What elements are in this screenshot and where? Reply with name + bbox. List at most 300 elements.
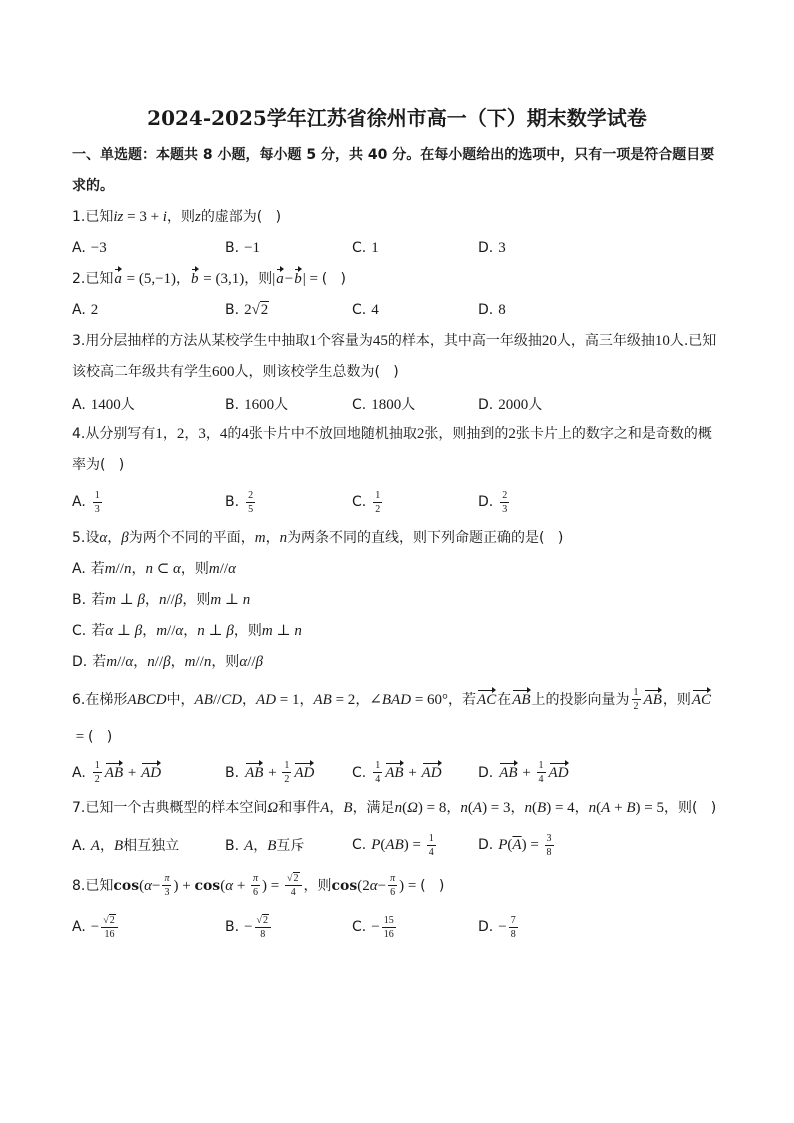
math-variable: iz (113, 209, 124, 225)
vector: AB (385, 762, 403, 782)
text-run: ， (205, 426, 220, 442)
option-content (91, 489, 104, 515)
option-content (371, 489, 384, 515)
radicand: 2 (260, 302, 269, 318)
math-symbols: (2 (357, 877, 370, 894)
fraction-denominator: 4 (375, 774, 381, 785)
math-symbols: 8 (498, 302, 506, 318)
option-content (371, 832, 437, 858)
text-run: 为两个不同的平面， (128, 530, 255, 546)
question-8 (72, 866, 722, 948)
option-list (72, 907, 722, 948)
option-label: B. (225, 240, 240, 256)
option-d (478, 394, 638, 414)
math-variable: n (123, 561, 132, 577)
math-symbols: = (5,−1) (122, 271, 177, 287)
text-run: ， (162, 426, 177, 442)
option-label: C. (352, 302, 367, 318)
math-variable: β (174, 592, 183, 608)
math-symbols: − (90, 919, 100, 935)
text-run: 为两条不同的直线，则下列命题正确的是( ) (287, 530, 564, 546)
math-variable: m (106, 654, 118, 670)
text-run: ， (131, 561, 146, 577)
option-content (498, 914, 519, 940)
math-symbols: ( (402, 799, 408, 816)
math-symbols: 20 (541, 333, 557, 349)
math-variable: m (208, 561, 220, 577)
question-stem (72, 264, 722, 295)
radicand: 2 (109, 914, 115, 926)
text-run: 若 (92, 654, 107, 670)
math-symbols: −3 (90, 240, 107, 256)
text-run: 的样本，其中高一年级抽 (387, 333, 542, 349)
option-label: B. (225, 764, 240, 781)
option-label: A. (72, 561, 86, 577)
math-symbols: ) = (521, 837, 543, 853)
math-symbols: + (124, 764, 141, 781)
math-symbols: ) = (399, 877, 421, 894)
math-symbols: 3 (498, 240, 506, 256)
text-run: ， (133, 654, 148, 670)
fraction-numerator: 1 (375, 760, 381, 771)
square-root (287, 873, 300, 884)
text-run: 8.已知 (72, 877, 114, 894)
math-variable: α (225, 877, 234, 894)
math-symbols: 2 (90, 302, 99, 318)
fraction-numerator (162, 873, 171, 886)
fraction-numerator: 1 (633, 687, 639, 698)
vector: AB (499, 762, 517, 782)
fraction (632, 687, 641, 712)
option-d (478, 760, 638, 785)
option-content (371, 302, 379, 318)
math-variable: A (320, 799, 330, 816)
math-variable: β (137, 592, 145, 608)
fraction-numerator (388, 873, 397, 886)
text-run: ，则 (211, 654, 240, 670)
fraction-numerator: 1 (284, 760, 290, 771)
text-run: 张卡片上的数字之和是奇数的概率为( ) (72, 426, 712, 473)
math-variable: m (210, 592, 222, 608)
math-variable: n (197, 623, 205, 639)
math-symbols: // (117, 654, 126, 670)
option-label: D. (478, 494, 494, 510)
math-symbols: − (151, 877, 161, 894)
option-label: D. (478, 396, 494, 413)
math-variable: n (294, 623, 302, 639)
fraction (282, 760, 291, 785)
option-label: C. (72, 623, 87, 639)
text-run: ， (574, 799, 589, 816)
option-label: D. (478, 302, 494, 318)
option-b (225, 394, 352, 414)
math-symbols: | = (302, 271, 322, 287)
question-7 (72, 792, 722, 866)
text-run: 张卡片中不放回地随机抽取 (248, 426, 417, 442)
text-run: 人 (120, 396, 135, 413)
math-symbols: ⊥ (204, 623, 227, 639)
fraction-denominator: 16 (383, 928, 394, 940)
text-run: 2.已知 (72, 271, 114, 287)
math-variable: π (253, 873, 259, 884)
option-a (72, 240, 225, 257)
option-c (352, 490, 478, 515)
math-symbols: 1 (155, 426, 163, 442)
option-content (91, 397, 135, 413)
math-symbols: 45 (372, 333, 388, 349)
option-label: D. (478, 240, 494, 256)
text-run: 6.在梯形 (72, 691, 128, 708)
option-label: A. (72, 919, 86, 935)
square-root (103, 915, 116, 926)
math-symbols: ) = 4 (546, 799, 575, 816)
math-symbols: 4 (219, 426, 228, 442)
math-variable: z (194, 209, 201, 225)
text-run: ， (184, 426, 199, 442)
fraction (537, 760, 546, 785)
math-symbols: // (195, 654, 204, 670)
option-c (352, 394, 478, 414)
math-variable: β (134, 623, 143, 639)
math-variable: n (588, 799, 597, 816)
math-variable: i (162, 209, 167, 225)
math-variable: α (369, 877, 378, 894)
option-label: A. (72, 764, 86, 781)
fraction-denominator: 3 (502, 503, 508, 515)
text-run: 和事件 (278, 799, 321, 816)
option-d (478, 490, 638, 515)
math-symbols: ) = (403, 837, 425, 853)
radicand: 2 (293, 873, 299, 884)
math-symbols: = 60° (411, 691, 449, 708)
math-variable: P (371, 837, 381, 853)
question-stem (72, 523, 722, 554)
option-a (72, 835, 225, 855)
math-symbols: = 2 (331, 691, 356, 708)
option-label: B. (225, 302, 240, 318)
text-run: 中， (166, 691, 195, 708)
math-variable: B (267, 838, 277, 854)
option-list (72, 233, 722, 264)
text-run: ， (446, 799, 461, 816)
math-variable: n (524, 799, 533, 816)
math-symbols: ) = (262, 877, 284, 894)
question-stem (72, 419, 722, 481)
math-symbols: // (166, 592, 175, 608)
option-content (498, 760, 569, 785)
option-list (72, 756, 722, 790)
option-content (371, 914, 397, 940)
fraction (509, 915, 518, 940)
math-variable: β (255, 654, 264, 670)
vector: AD (422, 762, 442, 782)
fraction-numerator: 1 (94, 489, 100, 501)
math-variable: AB (385, 837, 404, 853)
text-run: ( ) (420, 877, 445, 894)
option-content (91, 760, 162, 785)
math-variable: n (242, 592, 251, 608)
option-b (225, 302, 352, 319)
text-run: ， (299, 691, 314, 708)
fraction (251, 873, 260, 898)
math-variable: A (90, 838, 100, 854)
option-c (352, 760, 478, 785)
math-symbols: 1400 (90, 396, 121, 413)
math-variable: B (626, 799, 636, 816)
math-symbols: ⊥ (113, 623, 135, 639)
fraction-denominator: 2 (284, 774, 290, 785)
text-run: 的虚部为( ) (200, 209, 282, 225)
text-run: ，则 (180, 561, 209, 577)
option-label: A. (72, 494, 86, 510)
option-content (498, 302, 506, 318)
fraction (285, 873, 302, 898)
option-a (72, 554, 722, 585)
math-symbols: 4 (241, 426, 249, 442)
math-symbols: 1 (371, 240, 379, 256)
fraction-denominator: 3 (164, 887, 170, 898)
text-run: 在 (497, 691, 512, 708)
question-4 (72, 419, 722, 523)
fraction-numerator: 2 (502, 489, 508, 501)
option-content (498, 489, 511, 515)
option-label: C. (352, 837, 367, 853)
vector: AB (245, 762, 263, 782)
math-symbols: = (72, 728, 88, 745)
math-symbols: + (264, 764, 281, 781)
math-symbols: 1 (309, 333, 317, 349)
math-symbols: ) = 3 (482, 799, 511, 816)
math-variable: n (145, 561, 153, 577)
fraction-denominator: 8 (260, 928, 266, 940)
option-list (72, 554, 722, 678)
math-symbols: ( (596, 799, 602, 816)
text-run: 1.已知 (72, 209, 114, 225)
math-variable: B (113, 838, 124, 854)
math-symbols: − (498, 919, 507, 935)
fraction-denominator: 8 (510, 928, 516, 940)
option-label: D. (478, 919, 494, 935)
text-run: ， (176, 271, 191, 287)
option-d (478, 302, 638, 319)
question-stem (72, 792, 722, 825)
math-symbols: ⊥ (221, 592, 243, 608)
option-content (91, 623, 302, 639)
math-variable: n (203, 654, 212, 670)
math-variable: P (498, 837, 508, 853)
option-d (478, 240, 638, 257)
option-content (371, 760, 442, 785)
fraction (93, 760, 102, 785)
text-run: 相互独立 (123, 838, 180, 854)
square-root (252, 302, 270, 319)
math-symbols: + (610, 799, 627, 816)
question-stem (72, 866, 722, 907)
math-symbols: 10 (654, 333, 670, 349)
vector: a (276, 268, 284, 288)
option-b (225, 915, 352, 940)
math-symbols: // (219, 561, 229, 577)
option-content (244, 914, 273, 940)
math-variable: Ω (267, 799, 279, 816)
question-list (72, 202, 722, 948)
option-c (352, 240, 478, 257)
math-symbols: ( (532, 799, 538, 816)
math-symbols: 2 (416, 426, 425, 442)
option-label: B. (225, 494, 240, 510)
text-run: ，满足 (352, 799, 395, 816)
math-variable: m (104, 561, 116, 577)
text-run: 若 (91, 623, 106, 639)
option-c (72, 616, 722, 647)
option-a (72, 760, 225, 785)
fraction-numerator: 7 (510, 914, 516, 926)
fraction-denominator: 4 (538, 774, 544, 785)
option-label: D. (478, 764, 494, 781)
text-run: ， (242, 691, 257, 708)
math-symbols: 2 (244, 302, 252, 318)
option-c (352, 302, 478, 319)
text-run: ， (355, 691, 370, 708)
math-variable: B (343, 799, 353, 816)
math-symbols: ( (507, 837, 513, 853)
option-label: B. (72, 592, 87, 608)
option-content (244, 240, 260, 256)
math-variable: ABCD (127, 691, 167, 708)
math-symbols: 2000 (498, 396, 529, 413)
text-run: ，则 (166, 209, 195, 225)
overline-variable: $\overline{A}$ (512, 837, 522, 853)
fraction-numerator: 2 (248, 489, 254, 501)
fraction (255, 915, 272, 940)
math-variable: n (460, 799, 468, 816)
option-label: A. (72, 302, 86, 318)
math-variable: α (175, 623, 184, 639)
math-symbols: 2 (176, 426, 185, 442)
option-content (91, 838, 179, 854)
vector: AD (294, 762, 314, 782)
math-variable: m (254, 530, 266, 546)
fraction-numerator (251, 873, 260, 886)
text-run: ， (145, 592, 159, 608)
text-run: 5.设 (72, 530, 100, 546)
math-variable: α (228, 561, 236, 577)
math-symbols: ∠ (369, 691, 382, 708)
fraction (382, 915, 396, 940)
option-b (225, 490, 352, 515)
question-3 (72, 326, 722, 419)
math-symbols: // (247, 654, 256, 670)
text-run: 人 (528, 396, 543, 413)
vector: b (294, 268, 302, 288)
math-function: cos (113, 877, 140, 894)
text-run: 人 (274, 396, 289, 413)
fraction-denominator: 6 (390, 887, 396, 898)
math-variable: n (279, 530, 288, 546)
math-variable: π (390, 873, 396, 884)
fraction-denominator: 4 (428, 846, 434, 858)
math-variable: α (105, 623, 114, 639)
fraction (500, 490, 509, 515)
option-label: A. (72, 240, 86, 256)
fraction-denominator: 2 (633, 701, 639, 712)
math-symbols: + (518, 764, 535, 781)
math-symbols: − (284, 271, 294, 287)
fraction-denominator: 3 (94, 503, 100, 515)
text-run: ， (99, 838, 114, 854)
math-variable: A (601, 799, 611, 816)
option-content (91, 561, 236, 577)
math-variable: α (144, 877, 152, 894)
math-symbols: ) = 5 (635, 799, 664, 816)
text-run: 4.从分别写有 (72, 426, 156, 442)
math-symbols: + (404, 764, 421, 781)
text-run: ( ) (87, 728, 113, 745)
fraction-denominator: 2 (375, 503, 381, 515)
math-symbols: = 1 (276, 691, 300, 708)
math-variable: n (147, 654, 155, 670)
math-symbols: 1600 (244, 396, 275, 413)
option-a (72, 490, 225, 515)
math-function: cos (331, 877, 358, 894)
text-run: 人，则该校学生总数为( ) (234, 364, 399, 380)
math-symbols: = 3 + (123, 209, 163, 225)
math-variable: AB (194, 691, 213, 708)
math-symbols: // (154, 654, 164, 670)
option-label: C. (352, 494, 367, 510)
fraction (373, 490, 382, 515)
fraction-numerator (255, 915, 272, 928)
fraction (101, 915, 118, 940)
square-root (257, 915, 270, 926)
text-run: 若 (90, 561, 105, 577)
math-variable: Ω (407, 799, 418, 816)
section-heading: 一、单选题：本题共 8 小题，每小题 5 分，共 40 分。在每小题给出的选项中，只有一项是符合题目要求的。 (72, 147, 715, 194)
math-symbols: ) = 8 (417, 799, 447, 816)
option-b (225, 760, 352, 785)
vector: a (114, 268, 122, 288)
option-content (244, 760, 315, 785)
option-label: C. (352, 919, 367, 935)
math-variable: β (226, 623, 234, 639)
question-stem (72, 682, 722, 756)
fraction (162, 873, 171, 898)
text-run: ， (170, 654, 185, 670)
vector: AB (105, 762, 123, 782)
option-label: A. (72, 838, 86, 854)
option-label: D. (478, 837, 494, 853)
option-label: C. (352, 396, 367, 413)
option-d (478, 915, 638, 940)
math-variable: α (239, 654, 248, 670)
fraction-denominator: 2 (94, 774, 100, 785)
option-label: C. (352, 240, 367, 256)
fraction-numerator: 1 (538, 760, 544, 771)
fraction-numerator (285, 873, 302, 886)
option-d (478, 833, 638, 858)
option-label: B. (225, 919, 240, 935)
math-variable: β (121, 530, 129, 546)
fraction-numerator (101, 915, 118, 928)
math-variable: α (173, 561, 181, 577)
math-symbols: 600 (212, 364, 235, 380)
text-run: ，则 (303, 877, 332, 894)
text-run: ( ) (321, 271, 346, 287)
text-run: ， (329, 799, 344, 816)
math-symbols: 4 (371, 302, 379, 318)
text-run: ， (183, 623, 198, 639)
math-symbols: ⊂ (152, 561, 174, 577)
